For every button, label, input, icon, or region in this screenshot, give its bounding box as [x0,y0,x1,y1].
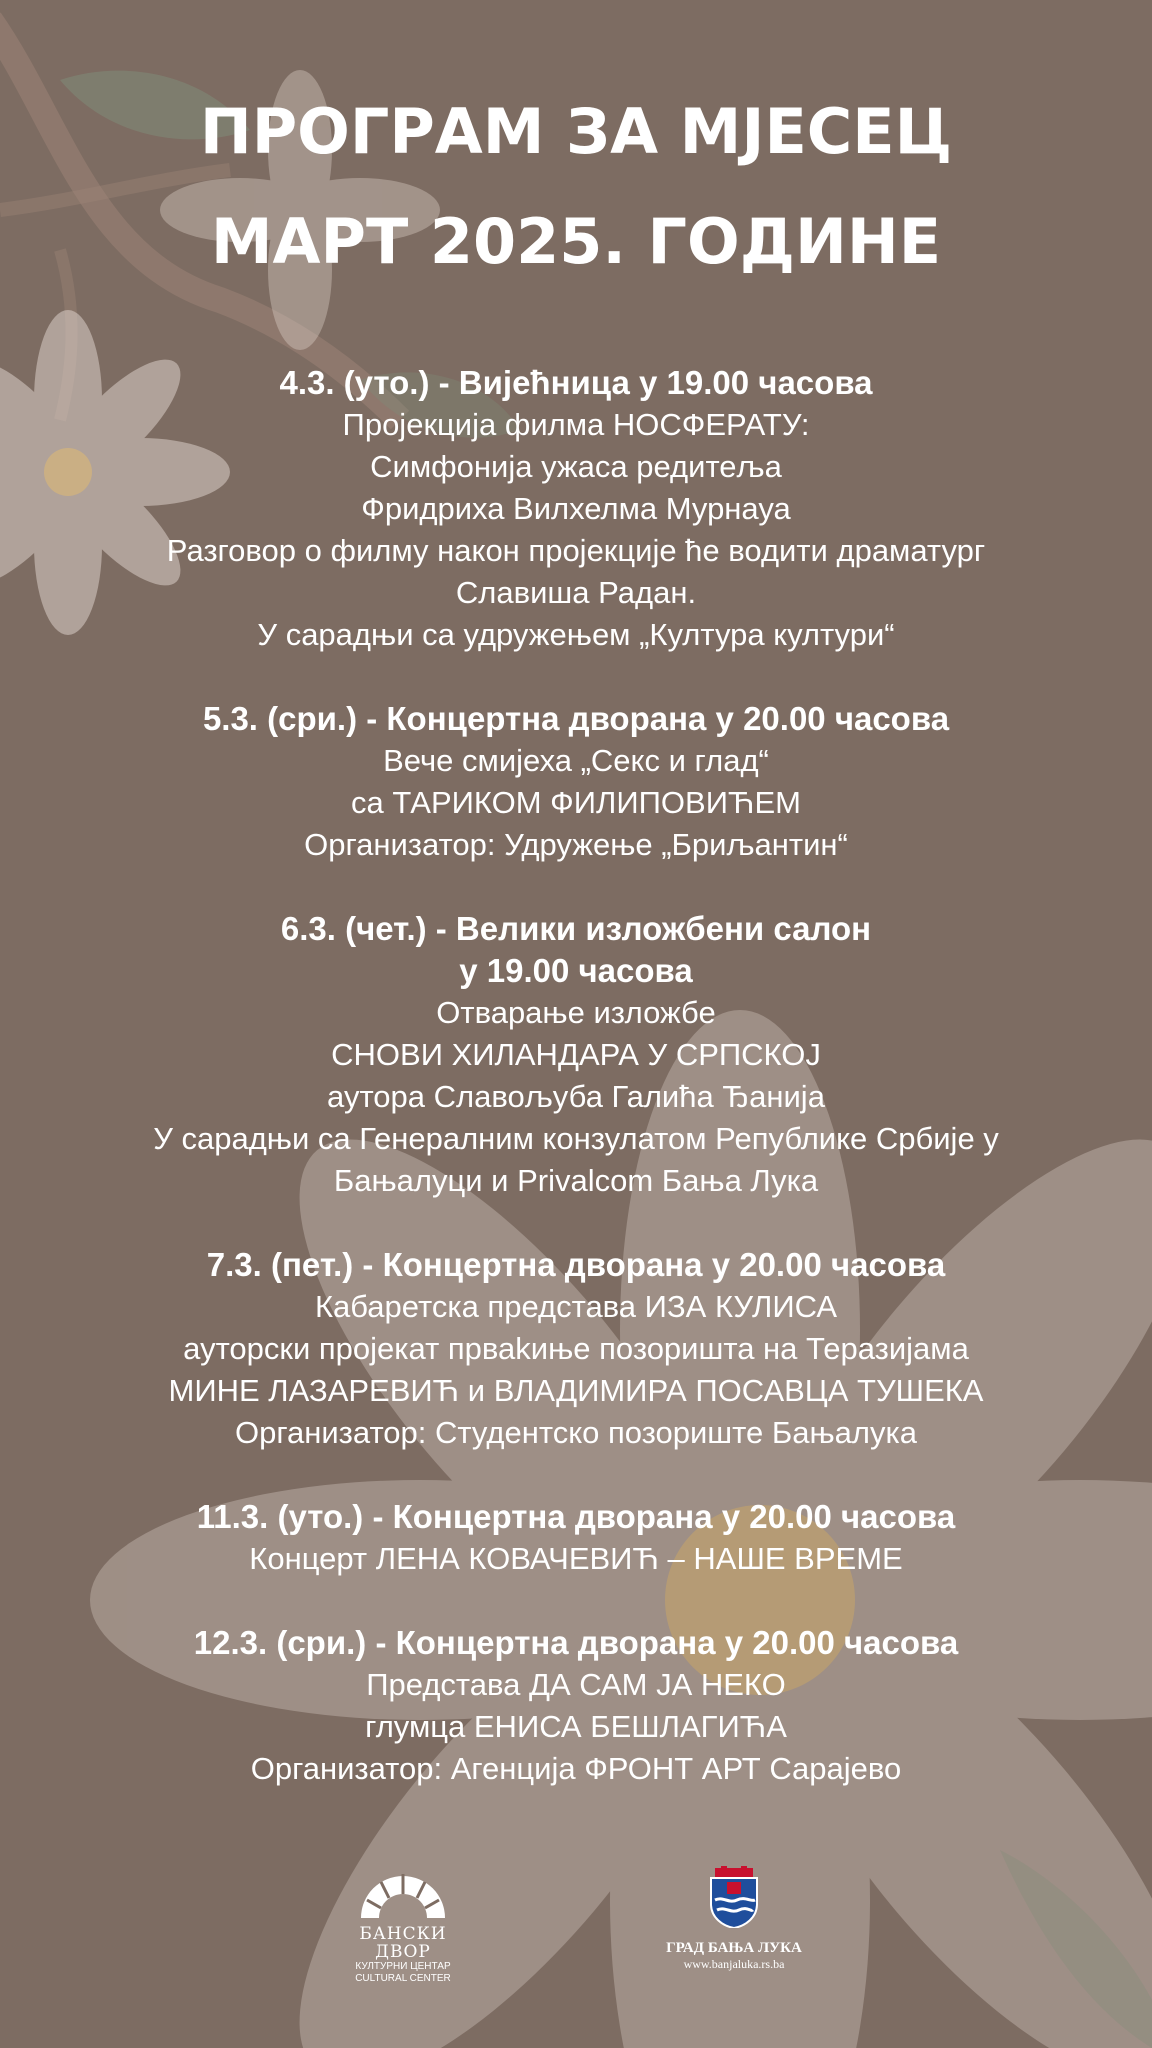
event-line: Бањалуци и Privalcom Бања Лука [333,1163,819,1198]
city-coat-of-arms-icon [707,1866,761,1928]
event-line: Представа ДА САМ ЈА НЕКО [366,1667,786,1702]
event-line: ауторски пројекат прваkиње позоришта на Теразијама [183,1331,969,1366]
footer-logos [0,1860,1152,2010]
event-line: МИНЕ ЛАЗАРЕВИЋ и ВЛАДИМИРА ПОСАВЦА ТУШЕКА [168,1373,984,1408]
banski-dvor-icon [355,1864,451,1920]
banski-dvor-sub1: КУЛТУРНИ ЦЕНТАР [355,1961,451,1972]
event-heading: 4.3. (уто.) - Вијећница у 19.00 часова [279,364,873,401]
event-item [0,698,1152,866]
banski-dvor-sub2: CULTURAL CENTER [355,1973,451,1984]
event-item [0,362,1152,656]
event-line: глумца ЕНИСА БЕШЛАГИЋА [365,1709,787,1744]
event-line: аутора Славољуба Галића Ђанија [327,1079,825,1114]
event-heading: 12.3. (сри.) - Концертна дворана у 20.00 часова [193,1624,959,1661]
event-item [0,1244,1152,1454]
event-line: Кабаретска представа ИЗА КУЛИСА [314,1289,838,1324]
event-line: Славиша Радан. [455,575,697,610]
event-line: Фридриха Вилхелма Мурнауа [361,491,791,526]
event-line: Концерт ЛЕНА КОВАЧЕВИЋ – НАШЕ ВРЕМЕ [249,1541,903,1576]
event-line: Разговор о филму након пројекције ће водити драматург [166,533,986,568]
event-line: Вече смијеха „Секс и глад“ [383,743,769,778]
poster-title-line1: ПРОГРАМ ЗА МЈЕСЕЦ [199,95,953,168]
event-item [0,1496,1152,1580]
event-line: Отварање изложбе [436,995,716,1030]
event-heading: 6.3. (чет.) - Велики изложбени салон [280,910,872,947]
event-heading-continued: у 19.00 часова [459,952,693,989]
event-list [0,362,1152,1790]
event-line: Пројекција филма НОСФЕРАТУ: [342,407,810,442]
event-item [0,1622,1152,1790]
event-heading: 7.3. (пет.) - Концертна дворана у 20.00 часова [206,1246,946,1283]
event-line: Организатор: Студентско позориште Бањалука [235,1415,917,1450]
event-line: са ТАРИКОМ ФИЛИПОВИЋЕМ [351,785,801,820]
grad-banja-luka-logo [654,1866,814,1971]
city-website: www.banjaluka.rs.ba [683,1957,785,1971]
event-line: СНОВИ ХИЛАНДАРА У СРПСКОЈ [331,1037,821,1072]
city-name: ГРАД БАЊА ЛУКА [666,1940,802,1956]
banski-dvor-logo [348,1864,458,1985]
event-heading: 11.3. (уто.) - Концертна дворана у 20.00 часова [196,1498,956,1535]
banski-dvor-name: БАНСКИ ДВОР [359,1924,447,1962]
event-heading: 5.3. (сри.) - Концертна дворана у 20.00 часова [202,700,950,737]
event-line: Организатор: Удружење „Бриљантин“ [304,827,848,862]
event-line: У сарадњи са Генералним конзулатом Републике Србије у [153,1121,999,1156]
event-line: Организатор: Агенција ФРОНТ АРТ Сарајево [250,1751,902,1786]
event-item [0,908,1152,1202]
poster-title-line2: МАРТ 2025. ГОДИНЕ [210,205,942,278]
event-line: У сарадњи са удружењем „Култура култури“ [257,617,895,652]
event-line: Симфонија ужаса редитеља [370,449,782,484]
